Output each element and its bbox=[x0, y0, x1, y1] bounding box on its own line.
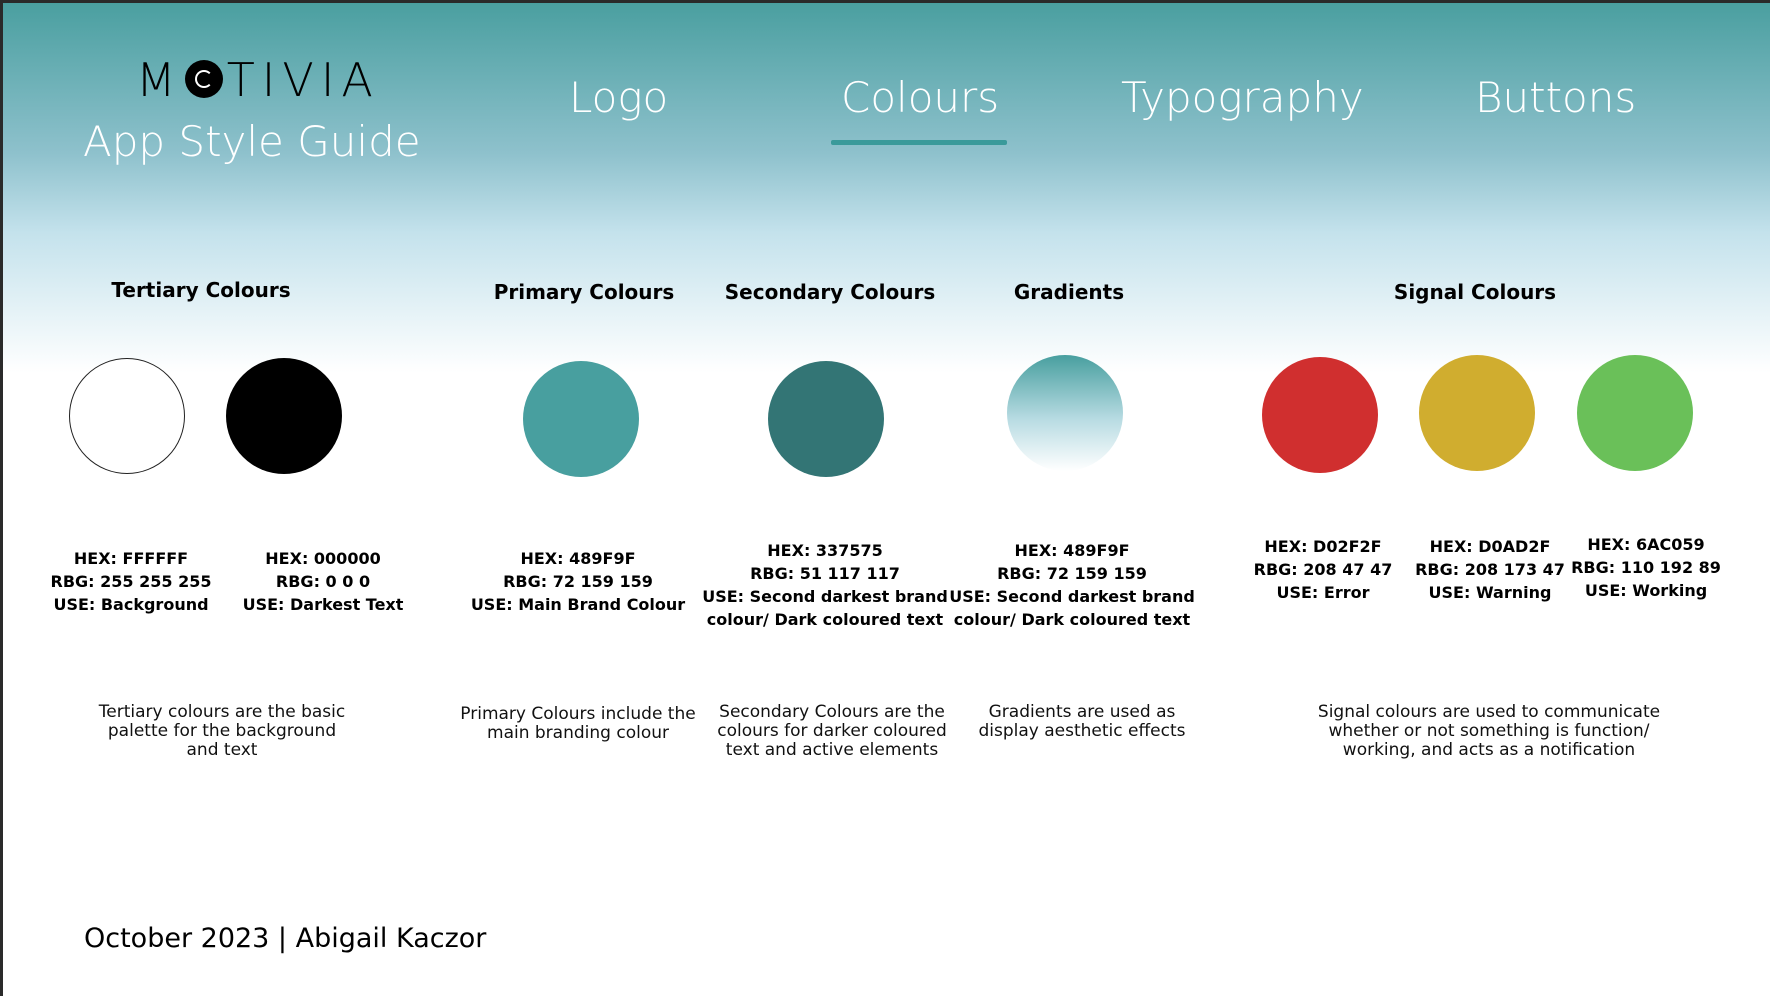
info-gradient bbox=[949, 539, 1195, 631]
tab-typography[interactable]: Typography bbox=[1121, 73, 1364, 122]
info-hex: HEX: 489F9F bbox=[520, 549, 636, 568]
info-use: USE: Second darkest brand bbox=[949, 587, 1195, 606]
swatch-white bbox=[69, 358, 185, 474]
brand-text-start: M bbox=[136, 53, 183, 107]
info-rgb: RBG: 208 173 47 bbox=[1415, 560, 1565, 579]
info-use: USE: Background bbox=[53, 595, 209, 614]
info-use: USE: Main Brand Colour bbox=[470, 595, 686, 614]
info-rgb: RBG: 0 0 0 bbox=[275, 572, 371, 591]
desc-line: Signal colours are used to communicate bbox=[1317, 702, 1661, 722]
heading-signal: Signal Colours bbox=[1393, 280, 1557, 304]
tab-colours[interactable]: Colours bbox=[841, 73, 1000, 122]
swatch-error bbox=[1262, 357, 1378, 473]
info-rgb: RBG: 255 255 255 bbox=[50, 572, 212, 591]
info-hex: HEX: D0AD2F bbox=[1429, 537, 1551, 556]
swatch-warning bbox=[1419, 355, 1535, 471]
desc-line: Tertiary colours are the basic bbox=[98, 702, 346, 722]
desc-line: display aesthetic effects bbox=[978, 721, 1186, 741]
swatch-gradient bbox=[1007, 355, 1123, 471]
logo-o-icon bbox=[185, 60, 223, 98]
desc-line: main branding colour bbox=[487, 723, 669, 743]
desc-line: and text bbox=[186, 740, 258, 760]
info-hex: HEX: D02F2F bbox=[1264, 537, 1382, 556]
desc-line: Secondary Colours are the bbox=[719, 702, 945, 722]
info-use-cont: colour/ Dark coloured text bbox=[953, 610, 1191, 629]
desc-line: working, and acts as a notification bbox=[1342, 740, 1636, 760]
tab-buttons[interactable]: Buttons bbox=[1475, 73, 1637, 122]
active-tab-indicator bbox=[831, 140, 1007, 145]
desc-primary bbox=[460, 705, 695, 743]
desc-gradients bbox=[978, 703, 1185, 741]
info-hex: HEX: 489F9F bbox=[1014, 541, 1130, 560]
info-working bbox=[1571, 533, 1721, 602]
heading-gradients: Gradients bbox=[1013, 280, 1125, 304]
desc-line: Primary Colours include the bbox=[460, 704, 696, 724]
heading-tertiary: Tertiary Colours bbox=[111, 278, 291, 302]
swatch-working bbox=[1577, 355, 1693, 471]
brand-logo bbox=[136, 53, 380, 107]
desc-line: Gradients are used as bbox=[988, 702, 1176, 722]
info-hex: HEX: 337575 bbox=[767, 541, 883, 560]
info-use: USE: Working bbox=[1584, 581, 1708, 600]
info-error bbox=[1254, 535, 1393, 604]
page-title: App Style Guide bbox=[83, 117, 421, 166]
info-rgb: RBG: 51 117 117 bbox=[750, 564, 900, 583]
info-use: USE: Warning bbox=[1428, 583, 1552, 602]
info-secondary bbox=[702, 539, 948, 631]
desc-line: colours for darker coloured bbox=[717, 721, 947, 741]
info-black bbox=[243, 547, 404, 616]
desc-secondary bbox=[717, 703, 946, 760]
tab-logo[interactable]: Logo bbox=[569, 73, 669, 122]
info-rgb: RBG: 72 159 159 bbox=[503, 572, 653, 591]
info-use: USE: Error bbox=[1276, 583, 1370, 602]
swatch-black bbox=[226, 358, 342, 474]
info-warning bbox=[1415, 535, 1565, 604]
heading-primary: Primary Colours bbox=[493, 280, 675, 304]
brand-text-end: TIVIA bbox=[226, 53, 380, 107]
info-rgb: RBG: 110 192 89 bbox=[1571, 558, 1721, 577]
info-rgb: RBG: 72 159 159 bbox=[997, 564, 1147, 583]
desc-tertiary bbox=[99, 703, 345, 760]
info-use-cont: colour/ Dark coloured text bbox=[706, 610, 944, 629]
footer-date-author: October 2023 | Abigail Kaczor bbox=[84, 923, 487, 954]
info-primary bbox=[471, 547, 685, 616]
info-hex: HEX: 000000 bbox=[265, 549, 381, 568]
info-use: USE: Second darkest brand bbox=[702, 587, 948, 606]
swatch-primary bbox=[523, 361, 639, 477]
heading-secondary: Secondary Colours bbox=[724, 280, 936, 304]
desc-line: whether or not something is function/ bbox=[1328, 721, 1650, 741]
info-hex: HEX: 6AC059 bbox=[1587, 535, 1705, 554]
desc-line: palette for the background bbox=[107, 721, 337, 741]
info-rgb: RBG: 208 47 47 bbox=[1253, 560, 1393, 579]
info-hex: HEX: FFFFFF bbox=[73, 549, 189, 568]
info-use: USE: Darkest Text bbox=[242, 595, 404, 614]
info-white bbox=[51, 547, 212, 616]
desc-line: text and active elements bbox=[725, 740, 939, 760]
swatch-secondary bbox=[768, 361, 884, 477]
desc-signal bbox=[1318, 703, 1660, 760]
